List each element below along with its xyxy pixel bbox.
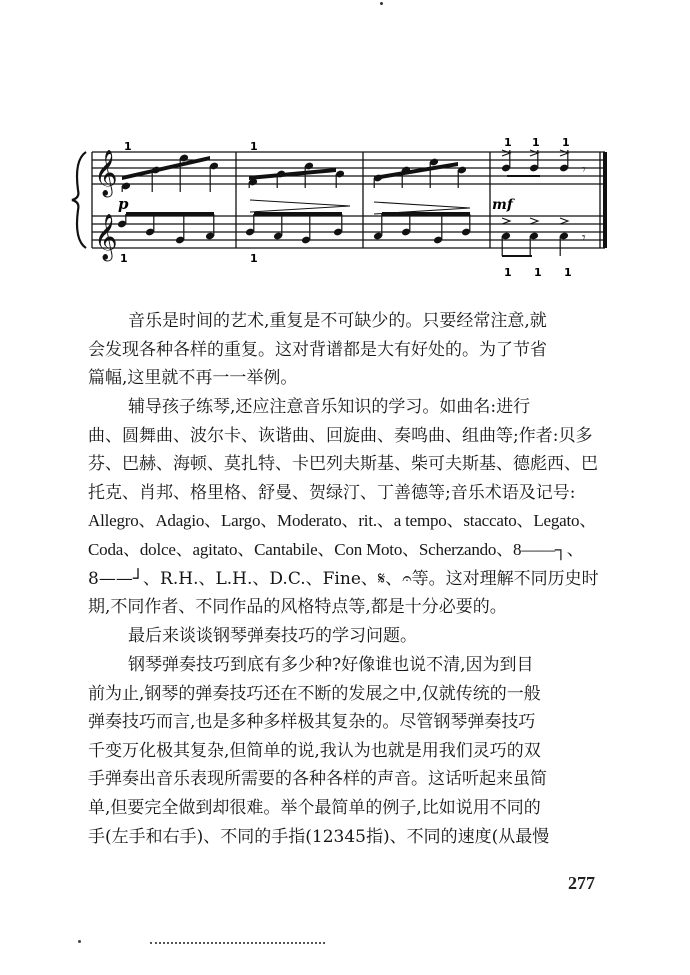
beam — [254, 212, 342, 216]
text-line: 前为止,钢琴的弹奏技巧还在不断的发展之中,仅就传统的一般 — [88, 683, 541, 704]
crescendo-hairpin — [250, 200, 350, 212]
paragraph-music-knowledge — [88, 393, 628, 622]
rest-icon: 𝄾 — [582, 162, 586, 178]
text-line: 篇幅,这里就不再一一举例。 — [88, 368, 298, 389]
fingering-bottom-1: 1 — [120, 252, 128, 265]
scan-speck — [78, 940, 81, 943]
text-line: 最后来谈谈钢琴弹奏技巧的学习问题。 — [128, 626, 417, 646]
text-line: 期,不同作者、不同作品的风格特点等,都是十分必要的。 — [88, 597, 507, 618]
fingering-top-3: 1 — [504, 136, 512, 149]
fingering-top-4: 1 — [532, 136, 540, 149]
fingering-bottom-2: 1 — [250, 252, 258, 265]
accent-mark — [560, 218, 568, 224]
beam — [126, 212, 214, 216]
text-line: 托克、肖邦、格里格、舒曼、贺绿汀、丁善德等;音乐术语及记号: — [88, 482, 576, 503]
accent-mark — [502, 218, 510, 224]
beam — [382, 212, 470, 216]
paragraph-technique-intro — [88, 622, 628, 651]
text-line: 千变万化极其复杂,但简单的说,我认为也就是用我们灵巧的双 — [88, 740, 541, 761]
text-line: 钢琴弹奏技巧到底有多少种?好像谁也说不清,因为到目 — [128, 655, 534, 675]
paragraph-repetition — [88, 307, 628, 393]
accent-mark — [560, 150, 568, 156]
treble-clef-icon: 𝄞 — [94, 150, 118, 196]
beam — [249, 168, 336, 180]
beam — [374, 162, 458, 180]
scan-artifact-dots — [150, 942, 325, 944]
text-line: 芬、巴赫、海顿、莫扎特、卡巴列夫斯基、柴可夫斯基、德彪西、巴 — [88, 454, 598, 475]
final-barline-thick — [603, 152, 607, 248]
text-line: 会发现各种各样的重复。这对背谱都是大有好处的。为了节省 — [88, 339, 547, 360]
text-line: Allegro、Adagio、Largo、Moderato、rit.、a tempo、staccato、Legato、 — [88, 511, 597, 531]
accent-mark — [530, 150, 538, 156]
text-line: 曲、圆舞曲、波尔卡、诙谐曲、回旋曲、奏鸣曲、组曲等;作者:贝多 — [88, 425, 593, 446]
fingering-top-5: 1 — [562, 136, 570, 149]
paragraph-piano-technique — [88, 651, 628, 851]
accent-mark — [502, 150, 510, 156]
text-line: 音乐是时间的艺术,重复是不可缺少的。只要经常注意,就 — [128, 311, 547, 331]
treble-clef-icon: 𝄞 — [94, 214, 118, 260]
dynamic-p: p — [118, 195, 129, 213]
brace — [72, 152, 86, 248]
text-line: 手弹奏出音乐表现所需要的各种各样的声音。这话听起来虽简 — [88, 769, 547, 790]
text-line: 单,但要完全做到却很难。举个最简单的例子,比如说用不同的 — [88, 797, 541, 818]
fingering-bottom-4: 1 — [534, 266, 542, 279]
text-line: 手(左手和右手)、不同的手指(12345指)、不同的速度(从最慢 — [88, 826, 550, 847]
accent-mark — [530, 218, 538, 224]
music-score — [0, 0, 690, 290]
text-line: 8——┘、R.H.、L.H.、D.C.、Fine、𝄋、𝄐等。这对理解不同历史时 — [88, 568, 599, 589]
fingering-bottom-3: 1 — [504, 266, 512, 279]
page-number: 277 — [568, 873, 595, 893]
rest-icon: 𝄾 — [582, 230, 586, 246]
fingering-top-2: 1 — [250, 140, 258, 153]
fingering-top-1: 1 — [124, 140, 132, 153]
text-line: 弹奏技巧而言,也是多种多样极其复杂的。尽管钢琴弹奏技巧 — [88, 712, 536, 733]
text-line: 辅导孩子练琴,还应注意音乐知识的学习。如曲名:进行 — [128, 397, 531, 417]
dynamic-mf: mf — [492, 197, 513, 213]
fingering-bottom-5: 1 — [564, 266, 572, 279]
text-line: Coda、dolce、agitato、Cantabile、Con Moto、Scherzando、8——┐、 — [88, 539, 584, 559]
